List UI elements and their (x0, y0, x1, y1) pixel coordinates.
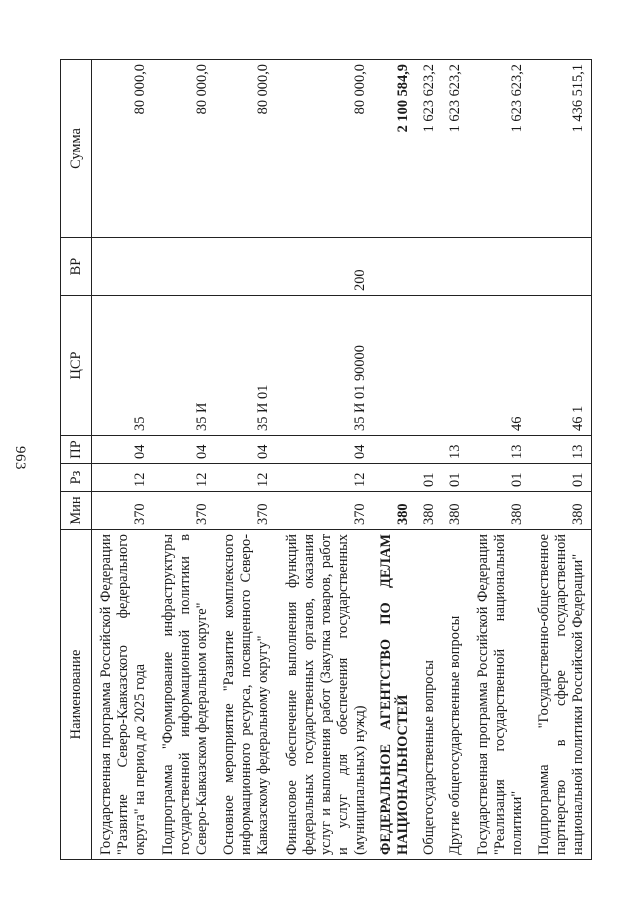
header-name: Наименование (61, 530, 92, 860)
row-pr (373, 436, 417, 464)
row-csr: 46 1 (530, 296, 592, 436)
row-min: 380 (373, 492, 417, 530)
row-name: Государственная программа Российской Федерации "Реализация государственной национальной политики" (468, 530, 529, 860)
row-pr: 04 (215, 436, 276, 464)
row-min: 370 (153, 492, 214, 530)
page-number: 963 (12, 446, 28, 470)
row-rz: 12 (215, 464, 276, 492)
row-vr (468, 238, 529, 296)
row-csr: 35 И (153, 296, 214, 436)
table-row (530, 60, 592, 860)
row-min: 370 (92, 492, 154, 530)
row-sum: 1 623 623,2 (468, 60, 529, 238)
row-name: Подпрограмма "Государственно-общественное партнерство в сфере государственной национальной политики Российской Федерации" (530, 530, 592, 860)
row-name: Основное мероприятие "Развитие комплексного информационного ресурса, посвященного Северо-Кавказскому федеральному округу" (215, 530, 276, 860)
row-sum: 2 100 584,9 (373, 60, 417, 238)
row-rz (373, 464, 417, 492)
row-rz: 01 (416, 464, 442, 492)
row-min: 380 (530, 492, 592, 530)
row-name: Государственная программа Российской Федерации "Развитие Северо-Кавказского федерального округа" на период до 2025 года (92, 530, 154, 860)
row-rz: 01 (468, 464, 529, 492)
table-row (215, 60, 276, 860)
row-csr (373, 296, 417, 436)
row-pr: 04 (276, 436, 373, 464)
rotated-page-content (60, 60, 592, 860)
row-csr (416, 296, 442, 436)
header-csr: ЦСР (61, 296, 92, 436)
row-min: 370 (215, 492, 276, 530)
row-name: Подпрограмма "Формирование инфраструктуры государственной информационной политики в Северо-Кавказском федеральном округе" (153, 530, 214, 860)
row-vr (442, 238, 468, 296)
row-sum: 80 000,0 (276, 60, 373, 238)
row-min: 380 (416, 492, 442, 530)
table-row (92, 60, 154, 860)
table-header (61, 60, 92, 860)
row-rz: 12 (92, 464, 154, 492)
row-rz: 12 (276, 464, 373, 492)
row-vr (530, 238, 592, 296)
row-name: ФЕДЕРАЛЬНОЕ АГЕНТСТВО ПО ДЕЛАМ НАЦИОНАЛЬНОСТЕЙ (373, 530, 417, 860)
row-min: 380 (442, 492, 468, 530)
header-sum: Сумма (61, 60, 92, 238)
row-vr (215, 238, 276, 296)
row-sum: 1 436 515,1 (530, 60, 592, 238)
row-vr (92, 238, 154, 296)
row-pr: 13 (468, 436, 529, 464)
row-rz: 12 (153, 464, 214, 492)
table-row (416, 60, 442, 860)
row-csr: 35 (92, 296, 154, 436)
row-vr: 200 (276, 238, 373, 296)
header-vr: ВР (61, 238, 92, 296)
row-csr: 35 И 01 90000 (276, 296, 373, 436)
row-sum: 80 000,0 (92, 60, 154, 238)
header-rz: Рз (61, 464, 92, 492)
row-sum: 80 000,0 (215, 60, 276, 238)
row-min: 370 (276, 492, 373, 530)
row-vr (153, 238, 214, 296)
header-min: Мин (61, 492, 92, 530)
row-pr (416, 436, 442, 464)
budget-table (60, 59, 592, 860)
row-sum: 80 000,0 (153, 60, 214, 238)
row-pr: 13 (442, 436, 468, 464)
row-pr: 04 (153, 436, 214, 464)
row-sum: 1 623 623,2 (416, 60, 442, 238)
table-row (468, 60, 529, 860)
header-pr: ПР (61, 436, 92, 464)
row-rz: 01 (530, 464, 592, 492)
row-csr (442, 296, 468, 436)
table-row-agency (373, 60, 417, 860)
table-row (276, 60, 373, 860)
row-name: Общегосударственные вопросы (416, 530, 442, 860)
row-vr (416, 238, 442, 296)
row-name: Финансовое обеспечение выполнения функций федеральных государственных органов, оказания услуг и выполнения работ (Закупка товаров, работ и услуг для обеспечения государственных (муниципальных) нужд) (276, 530, 373, 860)
row-pr: 04 (92, 436, 154, 464)
row-csr: 46 (468, 296, 529, 436)
table-row (442, 60, 468, 860)
row-sum: 1 623 623,2 (442, 60, 468, 238)
row-csr: 35 И 01 (215, 296, 276, 436)
table-row (153, 60, 214, 860)
table-body (92, 60, 592, 860)
row-min: 380 (468, 492, 529, 530)
row-vr (373, 238, 417, 296)
row-pr: 13 (530, 436, 592, 464)
row-name: Другие общегосударственные вопросы (442, 530, 468, 860)
row-rz: 01 (442, 464, 468, 492)
